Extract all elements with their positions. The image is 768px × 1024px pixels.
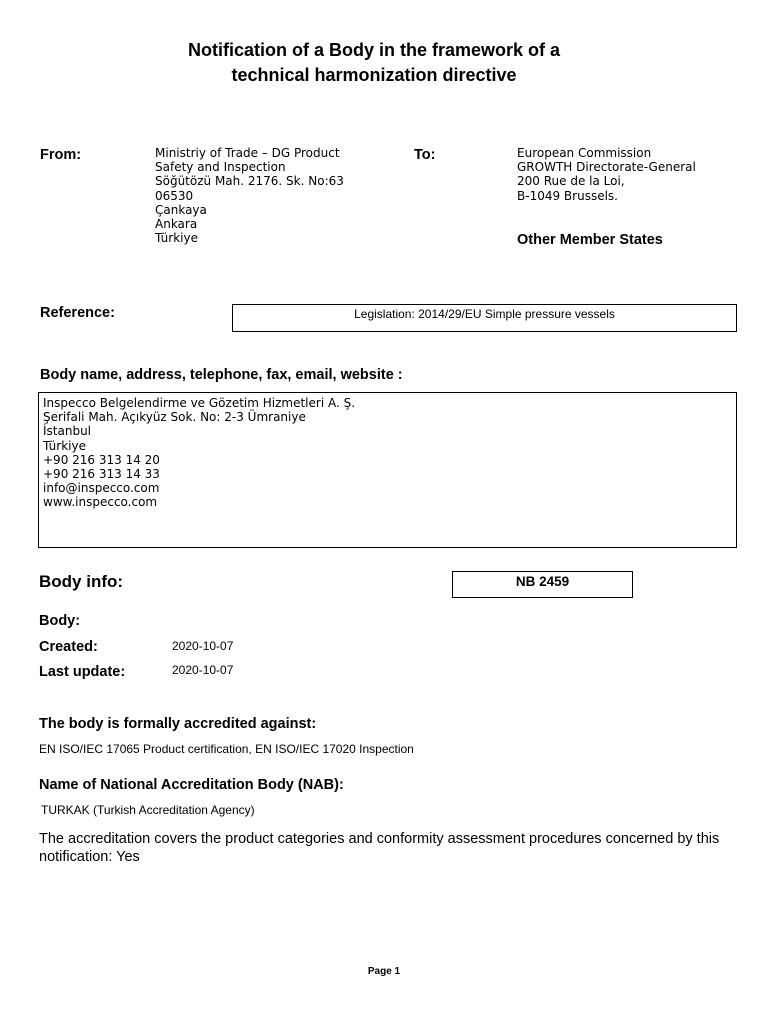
body-contact-line: Şerifali Mah. Açıkyüz Sok. No: 2-3 Ümraniye	[43, 410, 306, 425]
to-line: B-1049 Brussels.	[517, 188, 618, 203]
to-line: GROWTH Directorate-General	[517, 160, 696, 175]
from-line: 06530	[155, 188, 194, 203]
title-line-2: technical harmonization directive	[231, 65, 517, 85]
other-member-states: Other Member States	[517, 232, 663, 248]
body-contact-box	[38, 392, 737, 548]
body-contact-line: www.inspecco.com	[43, 495, 158, 510]
reference-label: Reference:	[40, 305, 115, 321]
to-line: European Commission	[517, 146, 652, 160]
from-line: Türkiye	[155, 231, 198, 246]
body-contact-heading: Body name, address, telephone, fax, email, website :	[40, 367, 403, 383]
to-address	[517, 146, 696, 203]
body-contact-lines	[39, 393, 736, 510]
from-line: Ankara	[155, 217, 198, 232]
body-info-heading: Body info:	[39, 572, 124, 591]
coverage-text: The accreditation covers the product categories and conformity assessment procedures concerned by this notification: Yes	[39, 831, 720, 865]
nab-heading: Name of National Accreditation Body (NAB):	[39, 777, 344, 793]
from-line: Söğütözü Mah. 2176. Sk. No:63	[155, 174, 344, 189]
last-update-value: 2020-10-07	[172, 663, 234, 677]
created-label: Created:	[39, 639, 98, 655]
from-address	[155, 146, 344, 245]
title-line-1: Notification of a Body in the framework of a	[187, 40, 561, 60]
body-contact-line: info@inspecco.com	[43, 481, 160, 496]
body-contact-line: İstanbul	[43, 424, 92, 439]
nb-number: NB 2459	[515, 574, 570, 589]
from-line: Safety and Inspection	[155, 160, 286, 175]
body-label: Body:	[39, 613, 81, 629]
body-contact-line: Türkiye	[43, 438, 86, 453]
from-line: Çankaya	[155, 202, 207, 217]
last-update-label: Last update:	[39, 664, 126, 680]
from-label: From:	[40, 147, 82, 163]
reference-box	[232, 304, 737, 332]
page-number: Page 1	[367, 966, 401, 977]
to-line: 200 Rue de la Loi,	[517, 174, 625, 189]
body-contact-line: Inspecco Belgelendirme ve Gözetim Hizmetleri A. Ş.	[43, 396, 356, 410]
body-contact-line: +90 216 313 14 33	[43, 467, 160, 482]
accreditation-heading: The body is formally accredited against:	[39, 716, 317, 732]
from-line: Ministriy of Trade – DG Product	[155, 146, 340, 160]
created-value: 2020-10-07	[172, 639, 234, 653]
nb-number-box	[452, 571, 633, 598]
nab-value: TURKAK (Turkish Accreditation Agency)	[41, 803, 255, 817]
body-contact-line: +90 216 313 14 20	[43, 452, 160, 467]
to-label: To:	[414, 147, 436, 163]
reference-value: Legislation: 2014/29/EU Simple pressure vessels	[354, 307, 615, 321]
document-title	[0, 38, 748, 88]
accreditation-value: EN ISO/IEC 17065 Product certification, EN ISO/IEC 17020 Inspection	[39, 742, 414, 756]
